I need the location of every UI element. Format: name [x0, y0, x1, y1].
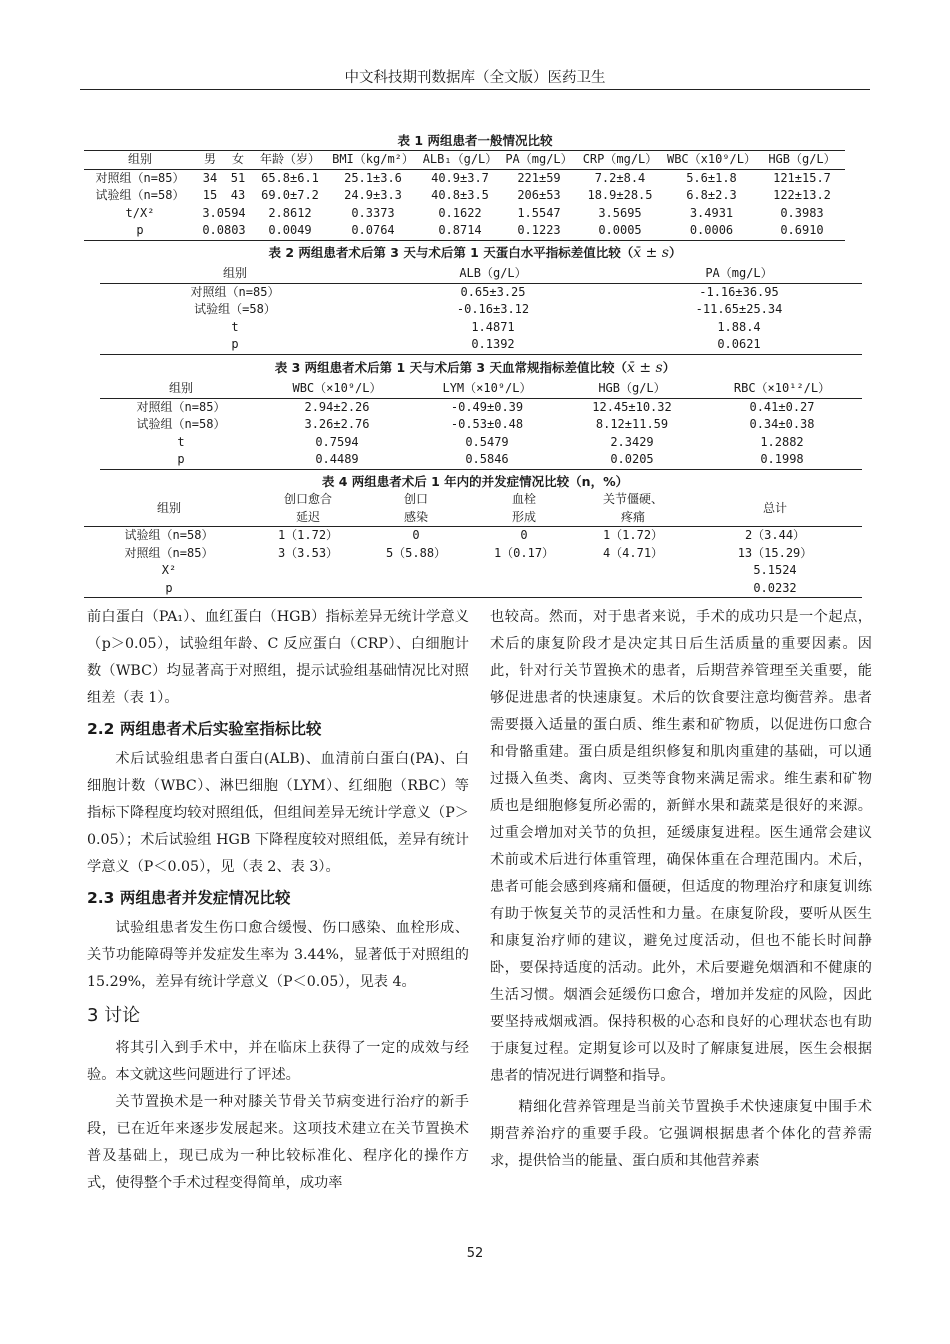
table-cell: 试验组（n=58）: [136, 417, 226, 431]
table2-header-cell: ALB（g/L）: [370, 265, 616, 283]
table-cell: 25.1±3.6: [344, 170, 402, 185]
table-cell: 试验组（n=58）: [124, 528, 214, 542]
table-row: [84, 169, 845, 187]
table-cell: -0.49±0.39: [450, 399, 524, 414]
table-cell: 0.7594: [315, 434, 359, 449]
table2: [100, 265, 862, 355]
table-cell: 43: [230, 188, 246, 202]
table-cell: 试验组（n=58）: [95, 188, 185, 202]
table2-header-cell: PA（mg/L）: [616, 265, 862, 283]
table3-caption-mean: x̄ ± s: [626, 360, 663, 376]
table-cell: 2.3429: [610, 434, 654, 449]
header-rule: [80, 89, 870, 90]
table-cell: 24.9±3.3: [344, 188, 402, 202]
table-cell: 1.4871: [471, 319, 515, 334]
table-cell: 122±13.2: [773, 188, 831, 202]
table1-header-cell: ALB₁（g/L）: [418, 151, 502, 170]
table4-header-cell: [254, 491, 362, 527]
table-cell: -0.53±0.48: [450, 417, 524, 431]
table-cell: 7.2±8.4: [594, 170, 646, 185]
table-row: [100, 319, 862, 337]
table-cell: 2.94±2.26: [304, 399, 370, 414]
paragraph: 精细化营养管理是当前关节置换手术快速康复中围手术期营养治疗的重要手段。它强调根据患者个体化的营养需求，提供恰当的能量、蛋白质和其他营养素: [490, 1099, 872, 1169]
table4-caption: 表 4 两组患者术后 1 年内的并发症情况比较（n，%）: [321, 474, 629, 489]
table-row: [100, 283, 862, 301]
table-cell: [362, 580, 470, 598]
paragraph: 试验组患者发生伤口愈合缓慢、伤口感染、血栓形成、关节功能障碍等并发症发生率为 3.44%，显著低于对照组的 15.29%，差异有统计学意义（P＜0.05），见表 4。: [87, 920, 469, 990]
table3: [100, 380, 862, 470]
table-cell: 0.41±0.27: [749, 399, 815, 414]
table1-header-row: [84, 151, 845, 170]
section-heading-2-3: 2.3 两组患者并发症情况比较: [87, 889, 291, 907]
table-cell: [470, 580, 578, 598]
table3-caption-end: ）: [662, 360, 676, 375]
table-cell: X²: [161, 563, 177, 577]
table4-header-row: [84, 491, 862, 527]
paragraph: 术后试验组患者白蛋白(ALB)、血清前白蛋白(PA)、白细胞计数（WBC）、淋巴细胞（LYM）、红细胞（RBC）等指标下降程度均较对照组低，但组间差异无统计学意义（P＞0.05）；术后试验组 HGB 下降程度较对照组低，差异有统计学意义（P＜0.05），见（表 2、表 3）。: [87, 751, 469, 875]
table-cell: 对照组（n=85）: [124, 545, 214, 560]
table-row: [100, 416, 862, 434]
table-row: [100, 434, 862, 452]
table-cell: 5（5.88）: [385, 545, 447, 560]
table-cell: 206±53: [517, 188, 561, 202]
table-cell: p: [100, 336, 370, 354]
section-heading-2-2: 2.2 两组患者术后实验室指标比较: [87, 720, 322, 738]
table4-header-text: 关节僵硬、: [602, 492, 663, 506]
table-cell: 1（1.72）: [602, 528, 664, 542]
table-cell: t: [231, 319, 239, 334]
table1-header-cell: 男: [196, 151, 224, 170]
table-cell: 0.1223: [502, 222, 576, 240]
table-cell: 0: [520, 528, 528, 542]
table4-header-text: 形成: [511, 509, 536, 524]
table-cell: 对照组（n=85）: [190, 284, 280, 299]
table-row: [84, 222, 845, 240]
table-cell: 221±59: [517, 170, 561, 185]
table-cell: 0.3373: [351, 205, 395, 220]
table4-header-text: 疼痛: [620, 509, 645, 524]
table-cell: 40.8±3.5: [431, 188, 489, 202]
table-cell: 40.9±3.7: [431, 170, 489, 185]
right-column: [490, 604, 872, 1175]
table4-header-cell: [578, 491, 688, 527]
table-cell: 3.4931: [689, 205, 734, 220]
table1-header-cell: 组别: [84, 151, 196, 170]
table-cell: -1.16±36.95: [699, 284, 779, 299]
table-cell: 2.8612: [268, 205, 312, 220]
table-cell: 12.45±10.32: [592, 399, 672, 414]
table3-header-cell: 组别: [100, 380, 262, 398]
table-cell: 0.34±0.38: [749, 417, 815, 431]
table-cell: 5.6±1.8: [686, 170, 737, 185]
table2-caption-mean: x̄ ± s: [633, 245, 669, 261]
paragraph: 将其引入到手术中，并在临床上获得了一定的成效与经验。本文就这些问题进行了评述。: [87, 1040, 469, 1083]
table-cell: 0.4489: [262, 451, 412, 469]
table-cell: 对照组（n=85）: [95, 170, 185, 185]
table2-caption-end: ）: [668, 245, 682, 260]
table-cell: 0.0764: [328, 222, 418, 240]
paragraph: 前白蛋白（PA₁）、血红蛋白（HGB）指标差异无统计学意义（p＞0.05），试验组年龄、C 反应蛋白（CRP）、白细胞计数（WBC）均显著高于对照组，提示试验组基础情况比对照组差（表 1）。: [87, 609, 469, 706]
table-cell: 0.1392: [370, 336, 616, 354]
table-row: [100, 398, 862, 416]
table-cell: 0.6910: [759, 222, 845, 240]
table-cell: 69.0±7.2: [261, 188, 319, 202]
table-cell: 1.2882: [760, 434, 804, 449]
table-cell: 65.8±6.1: [261, 170, 319, 185]
table-cell: 8.12±11.59: [595, 417, 669, 431]
table3-caption-text: 表 3 两组患者术后第 1 天与术后第 3 天血常规指标差值比较（: [274, 360, 627, 375]
table-cell: t: [177, 434, 185, 449]
table-cell: 2（3.44）: [744, 528, 806, 542]
table-cell: 1.5547: [517, 205, 561, 220]
table-cell: 0: [412, 528, 420, 542]
table-cell: -11.65±25.34: [695, 302, 783, 316]
table-cell: 4（4.71）: [602, 545, 664, 560]
table-cell: 0.0621: [616, 336, 862, 354]
table3-header-cell: RBC（×10¹²/L）: [702, 380, 862, 398]
table1-header-cell: 年龄（岁）: [252, 151, 328, 170]
table4-header-text: 总计: [762, 500, 787, 515]
table-cell: [362, 562, 470, 580]
table4-header-cell: [688, 491, 862, 527]
table1: [84, 150, 845, 241]
table-cell: [470, 562, 578, 580]
table-row: [84, 580, 862, 598]
table1-header-cell: WBC（x10⁹/L）: [664, 151, 759, 170]
paragraph: 也较高。然而，对于患者来说，手术的成功只是一个起点，术后的康复阶段才是决定其日后生活质量的重要因素。因此，针对行关节置换术的患者，后期营养管理至关重要，能够促进患者的快速康复。术后的饮食要注意均衡营养。患者需要摄入适量的蛋白质、维生素和矿物质，以促进伤口愈合和骨骼重建。蛋白质是组织修复和肌肉重建的基础，可以通过摄入鱼类、禽肉、豆类等食物来满足需求。维生素和矿物质也是细胞修复所必需的，新鲜水果和蔬菜是很好的来源。过重会增加对关节的负担，延缓康复进程。医生通常会建议术前或术后进行体重管理，确保体重在合理范围内。术后，患者可能会感到疼痛和僵硬，但适度的物理治疗和康复训练有助于恢复关节的灵活性和力量。在康复阶段，要听从医生和康复治疗师的建议，避免过度活动，但也不能长时间静卧，要保持适度的活动。此外，术后要避免烟酒和不健康的生活习惯。烟酒会延缓伤口愈合，增加并发症的风险，因此要坚持戒烟戒酒。保持积极的心态和良好的心理状态也有助于康复过程。定期复诊可以及时了解康复进展，医生会根据患者的情况进行调整和指导。: [490, 609, 872, 1084]
table1-header-cell: BMI（kg/m²）: [328, 151, 418, 170]
table-row: [84, 187, 845, 205]
table-cell: 0.1622: [438, 205, 482, 220]
table4-header-cell: [84, 491, 254, 527]
table-cell: [254, 562, 362, 580]
paragraph: 关节置换术是一种对膝关节骨关节病变进行治疗的新手段，已在近年来逐步发展起来。这项技术建立在关节置换术普及基础上，现已成为一种比较标准化、程序化的操作方式，使得整个手术过程变得简单，成功率: [87, 1094, 469, 1191]
table4-header-cell: [470, 491, 578, 527]
table-cell: 0.3983: [780, 205, 824, 220]
table-cell: 0.0006: [664, 222, 759, 240]
table-cell: 18.9±28.5: [587, 188, 653, 202]
table-cell: 1（1.72）: [277, 528, 339, 542]
table-cell: 试验组（=58）: [194, 302, 276, 316]
table-cell: 0.0205: [562, 451, 702, 469]
table-cell: 3.5695: [598, 205, 642, 220]
table-cell: p: [84, 222, 196, 240]
table-cell: 1.88.4: [717, 319, 761, 334]
table-cell: 0.8714: [418, 222, 502, 240]
table-row: [100, 451, 862, 469]
table-cell: p: [84, 580, 254, 598]
table-cell: p: [100, 451, 262, 469]
table-cell: 34: [202, 170, 218, 185]
table-cell: 51: [230, 170, 246, 185]
table4-header-cell: [362, 491, 470, 527]
table-row: [100, 336, 862, 354]
table4-header-text: 延迟: [295, 509, 320, 524]
table-cell: 3.26±2.76: [304, 417, 370, 431]
table1-header-cell: 女: [224, 151, 252, 170]
table-cell: 121±15.7: [773, 170, 831, 185]
table2-header-cell: 组别: [100, 265, 370, 283]
table-cell: 0.65±3.25: [460, 284, 526, 299]
table-row: [100, 301, 862, 319]
table-cell: 13（15.29）: [737, 545, 813, 560]
table-cell: 5.1524: [753, 563, 797, 577]
table4-header-text: 创口: [403, 492, 428, 506]
table-row: [84, 527, 862, 545]
table-cell: 对照组（n=85）: [136, 399, 226, 414]
table-cell: t/X²: [125, 205, 155, 220]
table2-caption-text: 表 2 两组患者术后第 3 天与术后第 1 天蛋白水平指标差值比较（: [268, 245, 634, 260]
table1-header-cell: PA（mg/L）: [502, 151, 576, 170]
table3-header-cell: WBC（×10⁹/L）: [262, 380, 412, 398]
table-cell: [254, 580, 362, 598]
table3-caption: [80, 358, 870, 376]
table-cell: 0.5479: [465, 434, 509, 449]
table3-header-cell: HGB（g/L）: [562, 380, 702, 398]
journal-header: 中文科技期刊数据库（全文版）医药卫生: [344, 70, 606, 86]
table-row: [84, 562, 862, 580]
table-cell: 0.0232: [688, 580, 862, 598]
table4-header-text: 感染: [403, 509, 428, 524]
table1-caption: 表 1 两组患者一般情况比较: [397, 133, 553, 148]
table2-header-row: [100, 265, 862, 283]
table-cell: 1（0.17）: [493, 545, 555, 560]
table-cell: 3.0594: [202, 205, 246, 220]
table-cell: 6.8±2.3: [686, 188, 737, 202]
table2-caption: [80, 243, 870, 261]
table4-header-text: 血栓: [511, 492, 536, 506]
table-cell: -0.16±3.12: [456, 302, 530, 316]
table-cell: 15: [202, 188, 218, 202]
table-cell: 3（3.53）: [277, 545, 339, 560]
section-heading-3: 3 讨论: [87, 1005, 141, 1026]
table4: [84, 491, 862, 598]
table3-header-cell: LYM（×10⁹/L）: [412, 380, 562, 398]
left-column: [87, 604, 469, 1197]
table-cell: 0.0005: [576, 222, 664, 240]
table1-header-cell: CRP（mg/L）: [576, 151, 664, 170]
table-cell: 0.0803: [196, 222, 252, 240]
table4-header-text: 创口愈合: [283, 492, 332, 506]
table-cell: 0.0049: [252, 222, 328, 240]
table-row: [84, 205, 845, 223]
table-cell: [578, 580, 688, 598]
table3-header-row: [100, 380, 862, 398]
page-number: 52: [466, 1246, 484, 1261]
table4-header-text: 组别: [156, 500, 181, 515]
table-row: [84, 545, 862, 563]
table1-header-cell: HGB（g/L）: [759, 151, 845, 170]
table-cell: 0.1998: [702, 451, 862, 469]
table-cell: [578, 562, 688, 580]
table-cell: 0.5846: [412, 451, 562, 469]
